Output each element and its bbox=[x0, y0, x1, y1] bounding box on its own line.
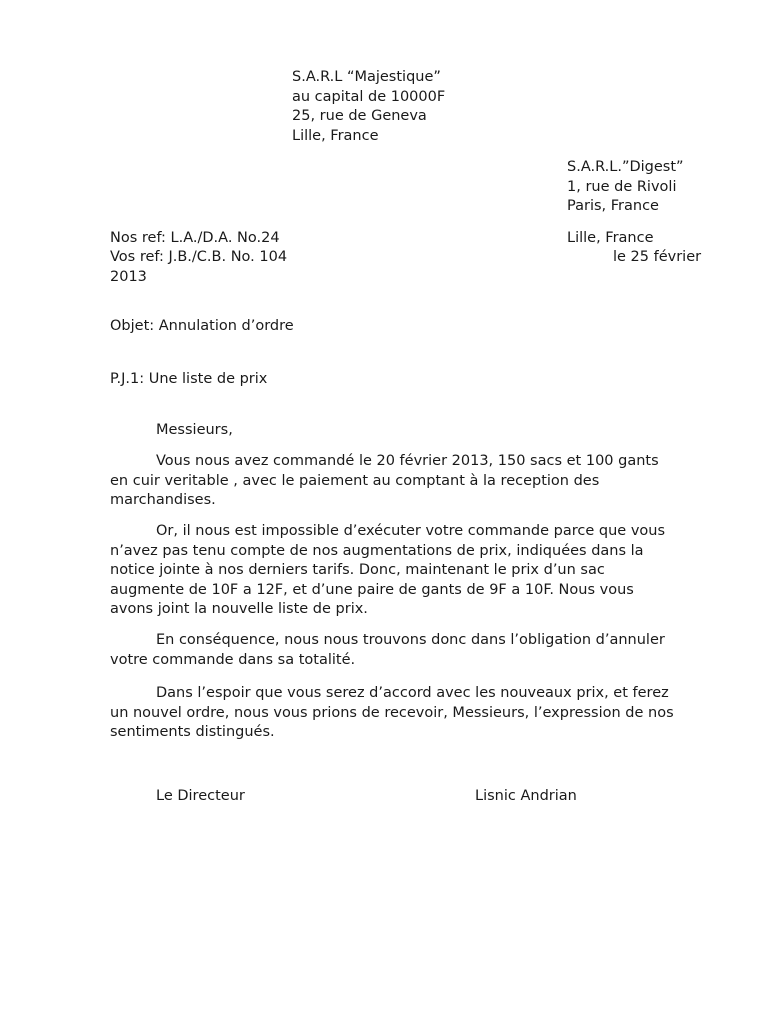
paragraph-line: marchandises. bbox=[110, 492, 216, 508]
paragraph-line: n’avez pas tenu compte de nos augmentations de prix, indiquées dans la bbox=[110, 542, 644, 559]
recipient-street: 1, rue de Rivoli bbox=[567, 178, 677, 195]
signature-title: Le Directeur bbox=[156, 788, 245, 804]
paragraph-line: sentiments distingués. bbox=[110, 724, 275, 740]
sender-address bbox=[292, 68, 445, 146]
subject-line: Objet: Annulation d’ordre bbox=[110, 318, 294, 334]
recipient-address bbox=[567, 158, 684, 217]
signature-name: Lisnic Andrian bbox=[475, 788, 577, 804]
recipient-name: S.A.R.L.”Digest” bbox=[567, 159, 684, 175]
vos-ref: Vos ref: J.B./C.B. No. 104 bbox=[110, 249, 288, 265]
nos-ref: Nos ref: L.A./D.A. No.24 bbox=[110, 230, 280, 246]
paragraph-line: un nouvel ordre, nous vous prions de recevoir, Messieurs, l’expression de nos bbox=[110, 704, 674, 721]
paragraph-line: notice jointe à nos derniers tarifs. Donc, maintenant le prix d’un sac bbox=[110, 562, 605, 578]
paragraph-line: augmente de 10F a 12F, et d’une paire de gants de 9F a 10F. Nous vous bbox=[110, 581, 634, 598]
body-paragraph bbox=[110, 452, 675, 511]
body-paragraph bbox=[110, 684, 675, 743]
sender-capital: au capital de 10000F bbox=[292, 88, 446, 105]
sender-name: S.A.R.L “Majestique” bbox=[292, 69, 441, 85]
attachments-line: P.J.1: Une liste de prix bbox=[110, 371, 268, 387]
paragraph-line: avons joint la nouvelle liste de prix. bbox=[110, 601, 368, 617]
paragraph-line: Vous nous avez commandé le 20 février 2013, 150 sacs et 100 gants bbox=[156, 453, 659, 469]
paragraph-line: Dans l’espoir que vous serez d’accord avec les nouveaux prix, et ferez bbox=[156, 685, 669, 701]
paragraph-line: votre commande dans sa totalité. bbox=[110, 651, 356, 668]
body-paragraph bbox=[110, 522, 675, 620]
sender-city: Lille, France bbox=[292, 127, 379, 144]
date: le 25 février bbox=[613, 249, 702, 265]
salutation: Messieurs, bbox=[156, 422, 233, 438]
ref-year: 2013 bbox=[110, 269, 147, 285]
paragraph-line: En conséquence, nous nous trouvons donc dans l’obligation d’annuler bbox=[156, 632, 665, 648]
paragraph-line: en cuir veritable , avec le paiement au comptant à la reception des bbox=[110, 472, 600, 489]
recipient-city: Paris, France bbox=[567, 198, 659, 214]
paragraph-line: Or, il nous est impossible d’exécuter votre commande parce que vous bbox=[156, 523, 666, 539]
place: Lille, France bbox=[567, 230, 654, 246]
sender-street: 25, rue de Geneva bbox=[292, 108, 427, 124]
body-paragraph bbox=[110, 631, 675, 670]
